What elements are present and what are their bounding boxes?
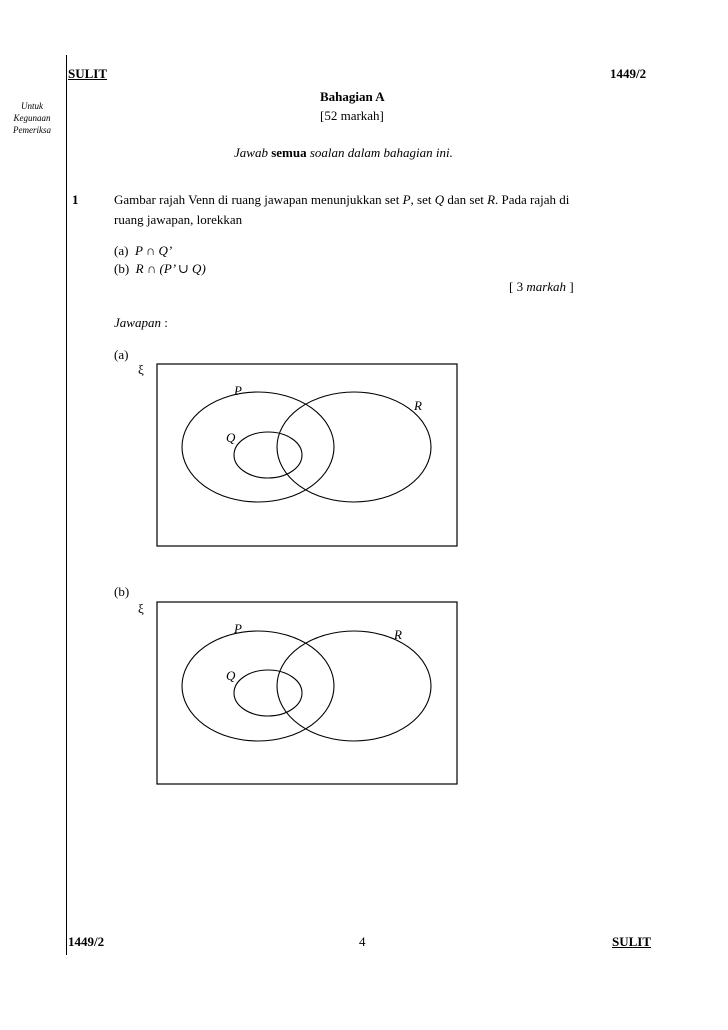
header-sulit: SULIT (68, 66, 108, 81)
universal-set-box-a (157, 364, 457, 546)
diagram-b-label-r: R (394, 627, 402, 642)
question-text-line2: ruang jawapan, lorekkan (114, 212, 243, 227)
diagram-b-universal-symbol: ξ (138, 601, 144, 616)
question-text-part1: Gambar rajah Venn di ruang jawapan menunjukkan set (114, 192, 400, 207)
sidebar-line-3: Pemeriksa (13, 125, 51, 135)
answer-label-colon: : (164, 315, 168, 330)
answer-label-text: Jawapan (114, 315, 161, 330)
set-q-ref: Q (434, 192, 445, 207)
instruction-post: soalan dalam bahagian ini. (309, 145, 453, 160)
part-a (114, 243, 172, 259)
part-b-label: (b) (114, 261, 130, 276)
set-r-ref: R (487, 192, 496, 207)
diagram-a-label-p: P (234, 383, 242, 398)
footer-sulit: SULIT (612, 934, 652, 949)
part-b (114, 261, 206, 277)
venn-diagram-a (150, 358, 465, 553)
instruction (234, 145, 453, 161)
marks-word: markah (526, 279, 567, 294)
question-sep1: , set (410, 192, 432, 207)
footer-paper-code: 1449/2 (68, 934, 105, 949)
set-p-ellipse-a (182, 392, 334, 502)
section-title: Bahagian A (320, 89, 385, 104)
section-marks-text: [52 markah] (320, 108, 384, 123)
diagram-a-label: (a) (114, 347, 129, 362)
universal-set-box-b (157, 602, 457, 784)
diagram-a-label-q: Q (226, 430, 236, 445)
diagram-b-label-q: Q (226, 668, 236, 683)
set-q-ellipse-a (234, 432, 302, 478)
set-p-ellipse-b (182, 631, 334, 741)
header-paper-code: 1449/2 (610, 66, 647, 81)
page-number: 4 (359, 934, 366, 949)
instruction-pre: Jawab (234, 145, 268, 160)
diagram-a-label-r: R (414, 398, 422, 413)
marks-close: ] (569, 279, 574, 294)
marks-open: [ 3 (509, 279, 524, 294)
question-text-part2: . Pada rajah di (495, 192, 570, 207)
examiner-column-label (6, 100, 58, 136)
set-q-ellipse-b (234, 670, 302, 716)
set-p-ref: P (402, 192, 411, 207)
question-text-line1 (114, 192, 569, 208)
part-a-label: (a) (114, 243, 129, 258)
question-number: 1 (72, 192, 79, 207)
question-marks (509, 279, 574, 295)
venn-diagram-b (150, 596, 465, 791)
diagram-a-universal-symbol: ξ (138, 362, 144, 377)
diagram-b-label: (b) (114, 584, 130, 599)
sidebar-line-1: Untuk (21, 101, 43, 111)
question-sep2: dan set (447, 192, 484, 207)
answer-label (114, 315, 168, 331)
section-marks (320, 108, 384, 124)
part-a-expression: P ∩ Q’ (134, 243, 173, 258)
diagram-b-label-p: P (234, 621, 242, 636)
instruction-bold: semua (271, 145, 307, 160)
margin-line (66, 55, 67, 955)
part-b-expression: R ∩ (P’ ∪ Q) (135, 261, 206, 276)
sidebar-line-2: Kegunaan (13, 113, 51, 123)
